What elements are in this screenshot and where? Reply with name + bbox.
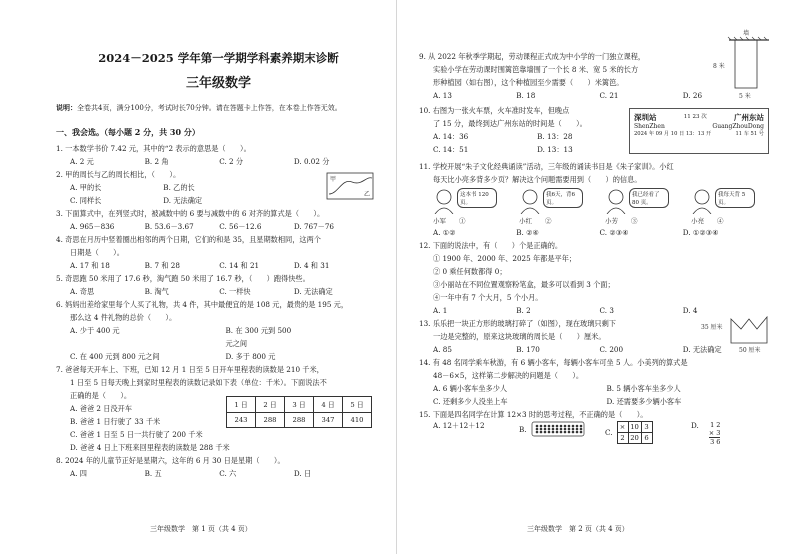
question-14: 14. 有 48 名同学乘车秋游，有 6 辆小客车，每辆小客车可坐 5 人。小美列的算式是 <box>419 358 688 367</box>
page-right <box>397 0 794 554</box>
grid-cell: 3 <box>641 422 652 433</box>
exam-title: 2024－2025 学年第一学期学科素养期末诊断 <box>98 51 339 65</box>
question-11-cont: 每天比小亮多背多少页？解决这个问题需要用到（ ）的信息。 <box>433 175 642 184</box>
question-13-cont: 一边是完整的，原来这块玻璃的周长是（ ）厘米。 <box>433 332 606 341</box>
speech-bubble: 我每天背 5 页。 <box>715 188 755 208</box>
question-2-options-row1: A. 甲的长 B. 乙的长 <box>70 183 195 192</box>
wall-label: 墙 <box>743 30 750 37</box>
ticket-seat: 11 车 51 号 <box>735 131 764 137</box>
page-footer-right: 三年级数学 第 2 页（共 4 页） <box>527 525 629 533</box>
student-name: 小军 ① <box>433 217 466 225</box>
table-cell: 288 <box>256 412 285 428</box>
train-ticket <box>629 108 769 154</box>
question-2-options-row2: C. 同样长 D. 无法确定 <box>70 196 203 205</box>
question-15-option-a: A. 12＋12＋12 <box>433 421 485 430</box>
ticket-to: 广州东站 <box>734 113 764 122</box>
multiplication-grid <box>617 421 653 444</box>
page-footer-left: 三年级数学 第 1 页（共 4 页） <box>150 525 252 533</box>
question-14-options-row1: A. 6 辆小客车坐多少人 B. 5 辆小客车坐多少人 <box>433 384 681 393</box>
width-label: 5 米 <box>739 93 751 100</box>
question-9-cont: 实验小学在劳动课时围篱笆靠墙围了一个长 8 米、宽 5 米的长方 <box>433 65 639 74</box>
question-9: 9. 从 2022 年秋季学期起，劳动课程正式成为中小学的一门独立课程， <box>419 52 646 61</box>
exam-subject: 三年级数学 <box>185 76 251 91</box>
question-3: 3. 下面算式中，在列竖式时，被减数中的 6 要与减数中的 6 对齐的算式是（ ）。 <box>56 209 325 218</box>
question-4-cont: 日期是（ ）。 <box>70 248 124 257</box>
statement-3: ③小丽站在不同位置观察粉笔盒，最多可以看到 3 个面； <box>433 280 615 289</box>
question-15-option-b: B. <box>519 421 605 437</box>
table-cell: 410 <box>343 412 372 428</box>
question-15-option-c: C. × 10 3 2 20 6 <box>605 421 691 444</box>
table-cell: 5 日 <box>343 397 372 413</box>
question-2-block <box>56 168 381 207</box>
student-name: 小亮 ④ <box>691 217 724 225</box>
question-7: 7. 爸爸每天开车上、下班，已知 12 月 1 日至 5 日开车里程表的读数是 210 千米， <box>56 365 324 374</box>
question-12-options: A. 1 B. 2 C. 3 D. 4 <box>433 306 698 315</box>
table-cell: 1 日 <box>227 397 256 413</box>
table-cell: 4 日 <box>314 397 343 413</box>
broken-glass-figure <box>701 315 779 355</box>
question-15: 15. 下面是四名同学在计算 12×3 时的思考过程，不正确的是（ ）。 <box>419 410 648 419</box>
question-5: 5. 奇思跑 50 米用了 17.6 秒，淘气跑 50 米用了 16.7 秒，（ ）跑得快些。 <box>56 274 310 283</box>
student-name: 小红 ② <box>519 217 552 225</box>
grid-cell: 2 <box>617 433 628 444</box>
grid-cell: 10 <box>628 422 641 433</box>
statement-4: ④一年中有 7 个大月，5 个小月。 <box>433 293 543 302</box>
question-12: 12. 下面的说法中，有（ ）个是正确的。 <box>419 241 563 250</box>
table-cell: 2 日 <box>256 397 285 413</box>
figure-label-jia: 甲 <box>330 176 337 183</box>
ticket-to-pinyin: GuangZhouDong <box>712 123 764 130</box>
question-13: 13. 乐乐把一块正方形的玻璃打碎了（如图），现在玻璃只剩下 <box>419 319 616 328</box>
student-card <box>605 188 691 224</box>
ticket-time: 2024 年 09 月 10 日 13：13 开 <box>634 131 712 137</box>
instructions: 说明：全卷共4页，满分100分，考试时长70分钟。请在答题卡上作答，在本卷上作答无效。 <box>56 103 342 112</box>
vertical-calc: 1 2 × 3 3 6 <box>708 421 721 446</box>
question-2: 2. 甲的周长与乙的周长相比，（ ）。 <box>56 170 181 179</box>
student-card <box>519 188 605 224</box>
garden-figure <box>711 28 771 106</box>
perimeter-figure <box>326 172 376 202</box>
students-row <box>419 188 780 224</box>
question-4-options: A. 17 和 18 B. 7 和 28 C. 14 和 21 D. 4 和 31 <box>70 261 330 270</box>
question-5-options: A. 奇思 B. 淘气 C. 一样快 D. 无法确定 <box>70 287 333 296</box>
question-15-option-d: D. 1 2 × 3 3 6 <box>691 421 721 446</box>
mileage-table <box>226 396 372 428</box>
question-7-option-d: D. 爸爸 4 日上下班来回里程表的读数是 288 千米 <box>70 443 230 452</box>
student-name: 小芳 ③ <box>605 217 638 225</box>
speech-bubble: 我已经看了 80 页。 <box>629 188 669 208</box>
question-7-option-c: C. 爸爸 1 日至 5 日一共行驶了 200 千米 <box>70 430 203 439</box>
table-cell: 288 <box>285 412 314 428</box>
bottom-label: 50 厘米 <box>739 347 761 354</box>
question-14-cont: 48－6×5，这样第二步解决的问题是（ ）。 <box>433 371 584 380</box>
question-3-options: A. 965－836 B. 53.6－3.67 C. 56－12.6 D. 767－76 <box>70 222 335 231</box>
question-8: 8. 2024 年的儿童节正好是星期六，这年的 6 月 30 日是星期（ ）。 <box>56 456 285 465</box>
question-9-cont2: 形种植园（如右图），这个种植园至少需要（ ）米篱笆。 <box>433 78 624 87</box>
side-label: 35 厘米 <box>701 324 723 331</box>
question-6-options-row1: A. 少于 400 元 B. 在 300 元到 500 元之间 <box>70 326 292 348</box>
section-heading: 一、我会选。（每小题 2 分，共 30 分） <box>56 127 200 137</box>
question-7-cont2: 正确的是（ ）。 <box>70 391 132 400</box>
figure-label-yi: 乙 <box>364 191 371 198</box>
speech-bubble: 我6天，背6页。 <box>543 188 583 208</box>
question-10-cont: 了 15 分，最终到达广州东站的时间是（ ）。 <box>433 119 587 128</box>
question-9-options: A. 13 B. 18 C. 21 D. 26 <box>433 91 703 100</box>
question-4: 4. 奇思在月历中竖着圈出相邻的两个日期，它们的和是 35，且星期数相同，这两个 <box>56 235 321 244</box>
speech-bubble: 这本书 120 页。 <box>457 188 497 208</box>
dot-array-icon <box>531 421 587 437</box>
question-10: 10. 右图为一张火车票，火车准时发车，但晚点 <box>419 106 570 115</box>
question-6-options-row2: C. 在 400 元到 800 元之间 D. 多于 800 元 <box>70 352 276 361</box>
question-7-option-b: B. 爸爸 1 日行驶了 33 千米 <box>70 417 161 426</box>
question-10-block <box>419 104 780 156</box>
question-13-block <box>419 317 780 356</box>
question-6: 6. 妈妈出差给家里每个人买了礼物，共 4 件，其中最便宜的是 108 元，最贵的是 195 元， <box>56 300 349 309</box>
question-1: 1. 一本数学书价 7.42 元，其中的“2 表示的意思是（ ）。 <box>56 144 251 153</box>
grid-cell: 6 <box>641 433 652 444</box>
question-9-block <box>419 30 780 102</box>
table-cell: 3 日 <box>285 397 314 413</box>
mileage-table-values <box>227 412 372 428</box>
question-13-options: A. 85 B. 170 C. 200 D. 无法确定 <box>433 345 722 354</box>
student-avatar-icon <box>691 188 713 214</box>
question-15-options <box>419 421 780 446</box>
student-avatar-icon <box>605 188 627 214</box>
question-10-options-row1: A. 14：36 B. 13：28 <box>433 132 573 141</box>
question-6-cont: 那么这 4 件礼物的总价（ ）。 <box>70 313 177 322</box>
ticket-from-pinyin: ShenZhen <box>634 123 665 130</box>
ticket-train: 11 23 次 <box>683 114 707 120</box>
student-card <box>433 188 519 224</box>
question-1-options: A. 2 元 B. 2 角 C. 2 分 D. 0.02 分 <box>70 157 330 166</box>
question-7-option-a: A. 爸爸 2 日没开车 <box>70 404 133 413</box>
question-7-cont: 1 日至 5 日每天晚上到家时里程表的读数记录如下表（单位：千米）。下面说法不 <box>70 378 327 387</box>
grid-cell: 20 <box>628 433 641 444</box>
question-10-options-row2: C. 14：51 D. 13：13 <box>433 145 573 154</box>
length-label: 8 米 <box>713 63 725 70</box>
question-8-options: A. 四 B. 五 C. 六 D. 日 <box>70 469 312 478</box>
question-7-body <box>56 402 381 428</box>
statement-1: ① 1900 年、2000 年、2025 年都是平年； <box>433 254 577 263</box>
table-cell: 347 <box>314 412 343 428</box>
student-card <box>691 188 777 224</box>
mileage-table-header <box>227 397 372 413</box>
question-14-options-row2: C. 还剩多少人没坐上车 D. 还需要多少辆小客车 <box>433 397 682 406</box>
table-cell: 243 <box>227 412 256 428</box>
question-11-options: A. ①② B. ②④ C. ②③④ D. ①②③④ <box>433 228 719 237</box>
grid-cell: × <box>617 422 628 433</box>
ticket-from: 深圳站 <box>634 113 657 122</box>
question-11: 11. 学校开展“朱子文化经典诵读”活动，三年级的诵读书目是《朱子家训》。小红 <box>419 162 674 171</box>
student-avatar-icon <box>519 188 541 214</box>
student-avatar-icon <box>433 188 455 214</box>
statement-2: ② 0 乘任何数都得 0； <box>433 267 507 276</box>
